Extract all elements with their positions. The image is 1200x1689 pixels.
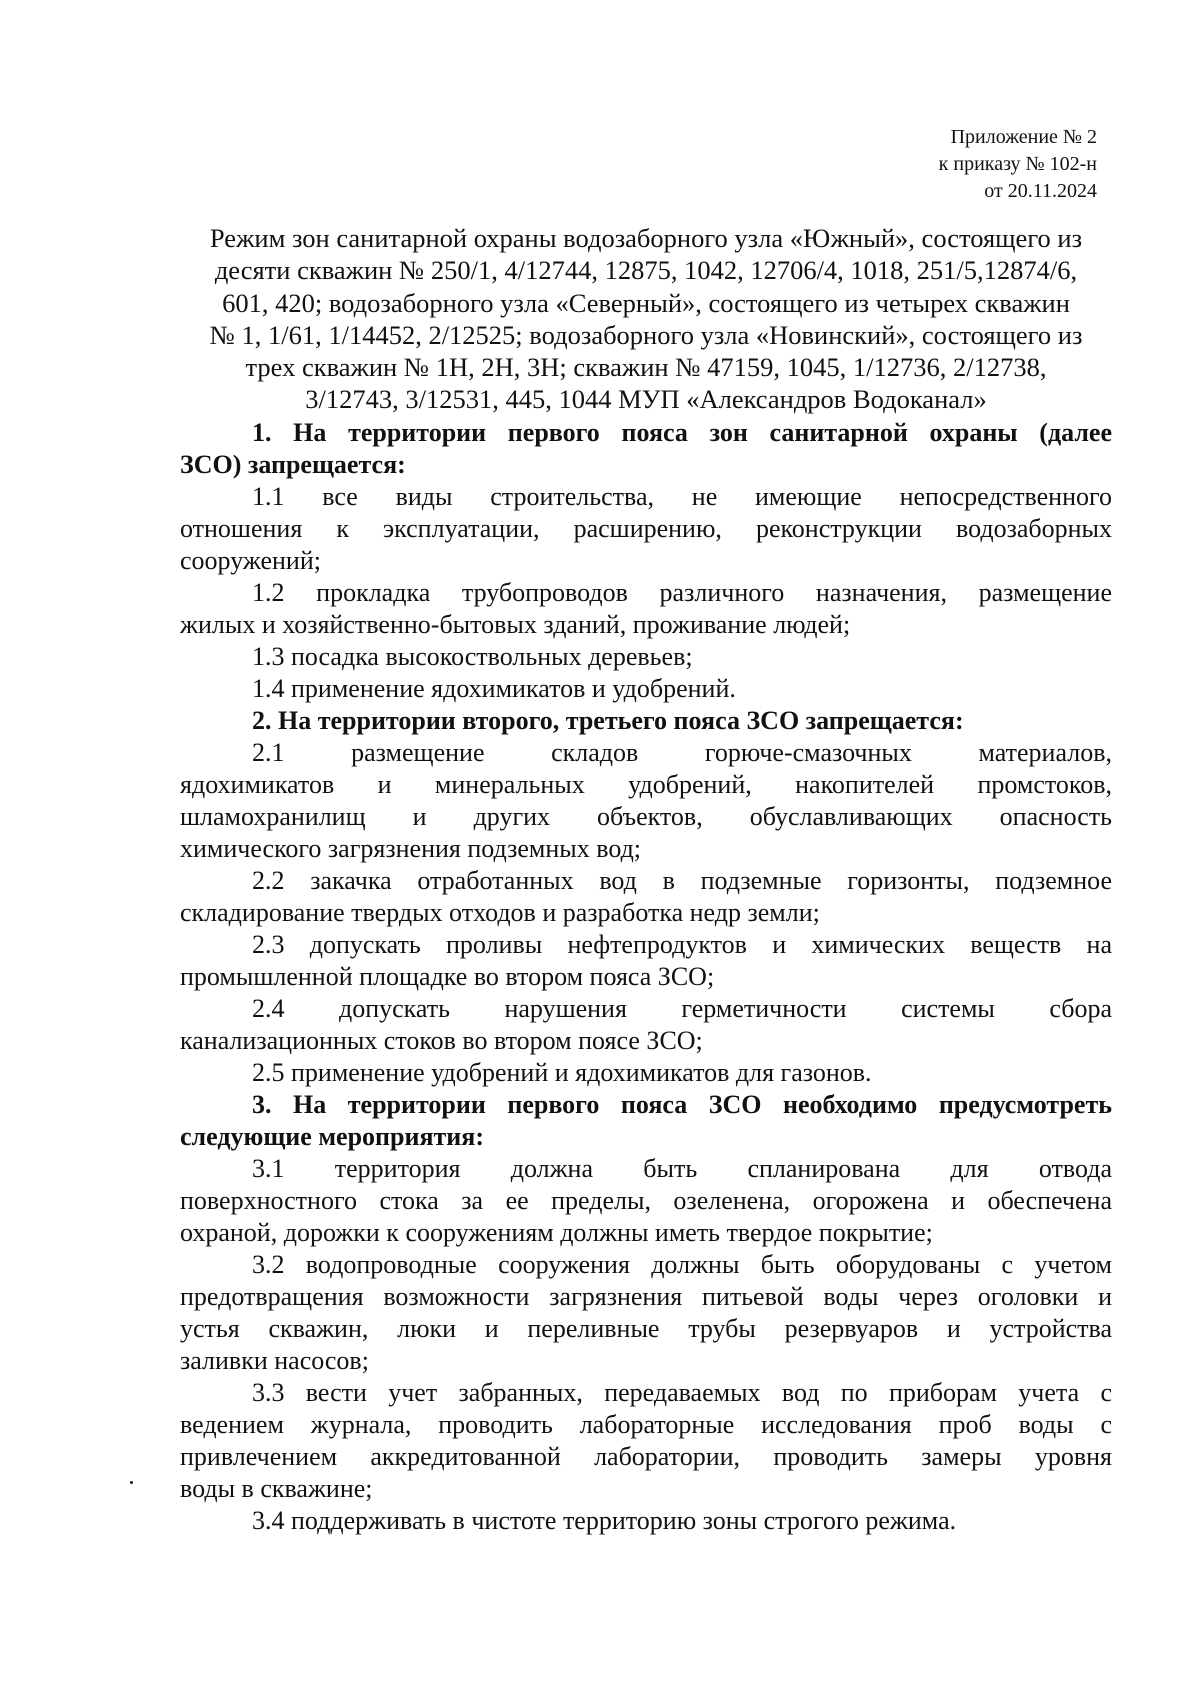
clause-line: воды в скважине; xyxy=(180,1473,373,1503)
clause-line: 3.1 территория должна быть спланирована для отвода xyxy=(252,1153,1112,1183)
section-1-heading-line: ЗСО) запрещается: xyxy=(180,449,406,479)
clause-line: промышленной площадке во втором пояса ЗСО; xyxy=(180,961,715,991)
section-3-heading-line: 3. На территории первого пояса ЗСО необходимо предусмотреть xyxy=(252,1089,1112,1119)
clause-line: канализационных стоков во втором поясе ЗСО; xyxy=(180,1025,703,1055)
clause-line: складирование твердых отходов и разработка недр земли; xyxy=(180,897,820,927)
clause-line: 3.3 вести учет забранных, передаваемых вод по приборам учета с xyxy=(252,1377,1112,1407)
clause-1-4: 1.4 применение ядохимикатов и удобрений. xyxy=(252,673,736,703)
title-line: № 1, 1/61, 1/14452, 2/12525; водозаборного узла «Новинский», состоящего из xyxy=(209,319,1083,350)
title-line: 3/12743, 3/12531, 445, 1044 МУП «Александров Водоканал» xyxy=(305,384,987,415)
clause-line: 2.1 размещение складов горюче-смазочных материалов, xyxy=(252,737,1112,767)
clause-line: охраной, дорожки к сооружениям должны иметь твердое покрытие; xyxy=(180,1217,933,1247)
clause-line: 1.1 все виды строительства, не имеющие непосредственного xyxy=(252,481,1112,511)
clause-2-2 xyxy=(180,865,1112,929)
clause-line: поверхностного стока за ее пределы, озеленена, огорожена и обеспечена xyxy=(180,1185,1112,1215)
clause-line: 2.2 закачка отработанных вод в подземные горизонты, подземное xyxy=(252,865,1112,895)
document-title xyxy=(180,222,1112,416)
section-1-heading-line: 1. На территории первого пояса зон санитарной охраны (далее xyxy=(252,417,1112,447)
clause-line: 2.4 допускать нарушения герметичности системы сбора xyxy=(252,993,1112,1023)
clause-1-2 xyxy=(180,577,1112,641)
appendix-reference xyxy=(939,124,1097,205)
scan-speck xyxy=(130,1481,133,1484)
clause-line: отношения к эксплуатации, расширению, реконструкции водозаборных xyxy=(180,513,1112,543)
clause-line: ведением журнала, проводить лабораторные исследования проб воды с xyxy=(180,1409,1112,1439)
clause-line: 2.3 допускать проливы нефтепродуктов и химических веществ на xyxy=(252,929,1112,959)
title-line: трех скважин № 1Н, 2Н, 3Н; скважин № 47159, 1045, 1/12736, 2/12738, xyxy=(245,352,1047,383)
appendix-number: Приложение № 2 xyxy=(950,126,1097,148)
clause-1-3: 1.3 посадка высокоствольных деревьев; xyxy=(252,641,693,671)
clause-2-1 xyxy=(180,737,1112,865)
clause-line: 1.2 прокладка трубопроводов различного назначения, размещение xyxy=(252,577,1112,607)
clause-line: устья скважин, люки и переливные трубы резервуаров и устройства xyxy=(180,1313,1112,1343)
clause-2-5: 2.5 применение удобрений и ядохимикатов для газонов. xyxy=(252,1057,872,1087)
section-1-heading xyxy=(180,417,1112,481)
clause-3-1 xyxy=(180,1153,1112,1249)
clause-line: привлечением аккредитованной лаборатории, проводить замеры уровня xyxy=(180,1441,1112,1471)
clause-line: ядохимикатов и минеральных удобрений, накопителей промстоков, xyxy=(180,769,1112,799)
title-line: 601, 420; водозаборного узла «Северный», состоящего из четырех скважин xyxy=(222,287,1070,318)
clause-line: шламохранилищ и других объектов, обуславливающих опасность xyxy=(180,801,1112,831)
order-date: от 20.11.2024 xyxy=(984,180,1097,202)
clause-3-3 xyxy=(180,1377,1112,1505)
clause-2-3 xyxy=(180,929,1112,993)
clause-3-4: 3.4 поддерживать в чистоте территорию зоны строгого режима. xyxy=(252,1505,957,1535)
document-body xyxy=(180,222,1112,1537)
clause-line: жилых и хозяйственно-бытовых зданий, проживание людей; xyxy=(180,609,851,639)
clause-2-4 xyxy=(180,993,1112,1057)
clause-line: 3.2 водопроводные сооружения должны быть оборудованы с учетом xyxy=(252,1249,1112,1279)
clause-1-1 xyxy=(180,481,1112,577)
section-2-heading: 2. На территории второго, третьего пояса ЗСО запрещается: xyxy=(252,705,964,735)
clause-line: заливки насосов; xyxy=(180,1345,369,1375)
title-line: десяти скважин № 250/1, 4/12744, 12875, 1042, 12706/4, 1018, 251/5,12874/6, xyxy=(214,255,1078,286)
order-number: к приказу № 102-н xyxy=(938,153,1097,175)
section-3-heading-line: следующие мероприятия: xyxy=(180,1121,484,1151)
section-3-heading xyxy=(180,1089,1112,1153)
title-line: Режим зон санитарной охраны водозаборного узла «Южный», состоящего из xyxy=(209,223,1083,253)
clause-line: химического загрязнения подземных вод; xyxy=(180,833,642,863)
clause-3-2 xyxy=(180,1249,1112,1377)
clause-line: предотвращения возможности загрязнения питьевой воды через оголовки и xyxy=(180,1281,1112,1311)
clause-line: сооружений; xyxy=(180,545,321,575)
